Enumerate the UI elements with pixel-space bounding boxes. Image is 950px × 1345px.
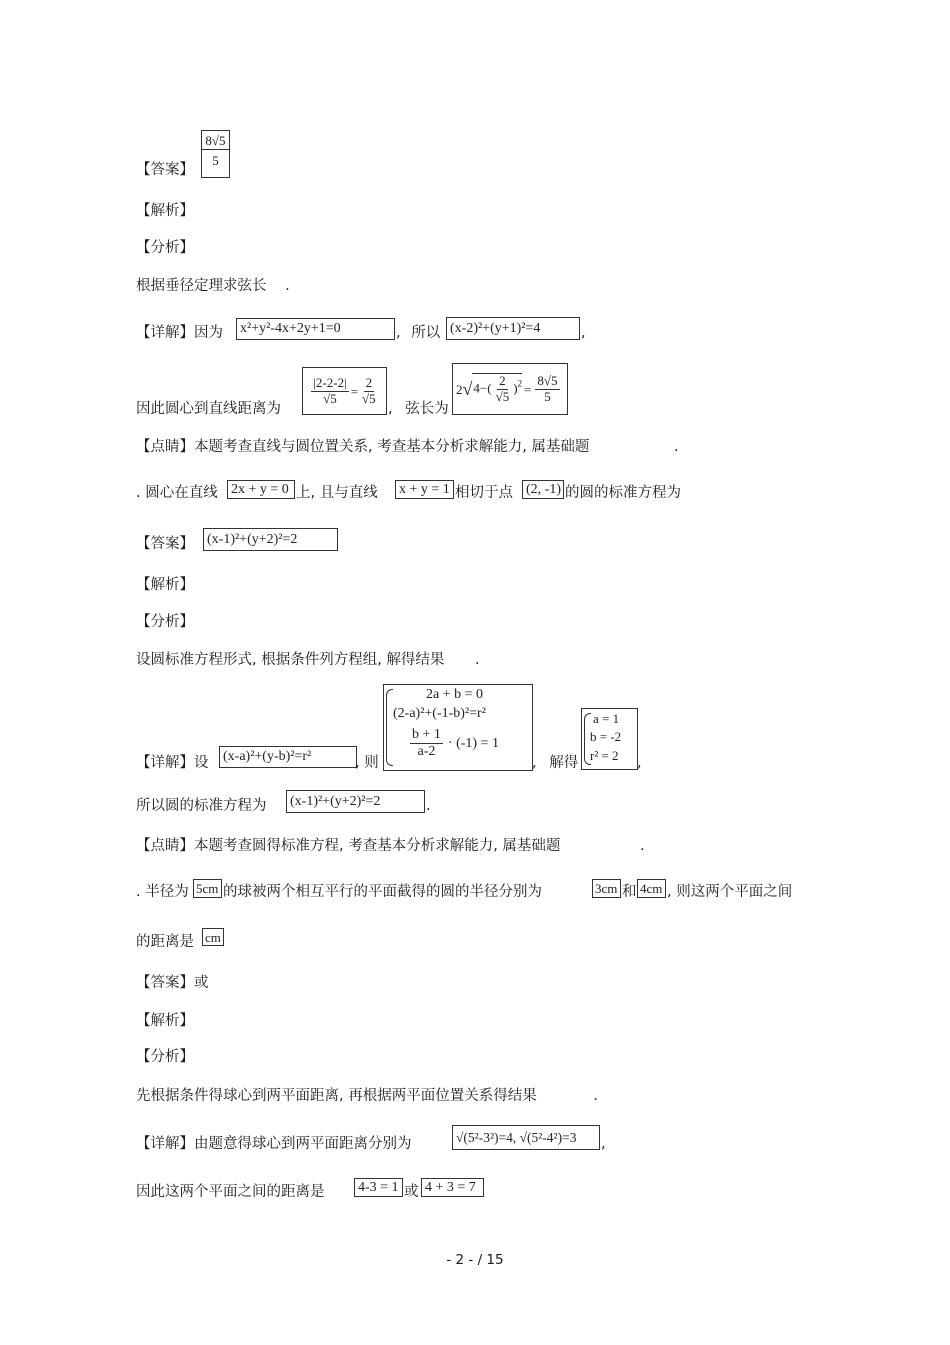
q2-sol-r: r² = 2: [590, 748, 619, 763]
q1-answer-numerator: 8√5: [202, 131, 229, 150]
q2-detail-line: [136, 753, 209, 773]
q2-sys-row2: (2-a)²+(-1-b)²=r²: [393, 706, 486, 721]
q2-set-eq: (x-a)²+(y-b)²=r²: [219, 746, 357, 768]
q2-result-line: [136, 796, 267, 816]
q1-distance-fraction: $\frac{|2-2-2|}{√5}$: [313, 374, 347, 406]
q2-prefix: . 圆心在直线: [136, 485, 218, 501]
q2-mid2: 相切于点: [455, 485, 513, 501]
q1-dianjing-dot: .: [674, 439, 679, 455]
q1-distance-formula: $\frac{|2-2-2|}{√5}$ = $\frac{2}{√5}$: [302, 367, 387, 415]
page-number: - 2 - / 15: [446, 1252, 504, 1268]
q2-jiexi: 【解析】: [136, 577, 194, 593]
q3-detail-line: [136, 1134, 412, 1154]
q2-solution-system: [581, 708, 638, 770]
q3-analysis-text: 先根据条件得球心到两平面距离, 再根据两平面位置关系得结果: [136, 1088, 537, 1104]
q3-radius-2: 4cm: [637, 879, 666, 898]
q3-analysis: [136, 1086, 598, 1106]
q1-answer-denominator: 5: [212, 153, 219, 168]
q2-dianjing: 【点睛】本题考查圆得标准方程, 考查基本分析求解能力, 属基础题: [136, 838, 561, 854]
q3-prefix: . 半径为: [136, 884, 189, 900]
q1-distance-result: $\frac{2}{√5}$: [362, 374, 376, 406]
q2-result-text: 所以圆的标准方程为: [136, 798, 267, 814]
q2-point: (2, -1): [522, 480, 564, 499]
q1-answer-fraction: [201, 130, 230, 178]
q1-comma2: ,: [581, 325, 586, 341]
q1-chord-formula: 2 √ 4−( $\frac{2}{√5}$ )$^2$ = $\frac{8√5}{5}$: [452, 363, 568, 415]
q1-dianjing-line: [136, 437, 589, 457]
q2-comma-end: ,: [637, 755, 642, 771]
q3-question-line: [136, 882, 189, 902]
q2-sol-a: a = 1: [593, 711, 620, 726]
q1-eq-circle-general: x²+y²-4x+2y+1=0: [236, 318, 395, 340]
q3-radius-1: 3cm: [592, 879, 621, 898]
q2-answer-label: 【答案】: [136, 536, 194, 552]
q1-answer-label: 【答案】: [136, 162, 194, 178]
q1-eq-circle-standard: (x-2)²+(y+1)²=4: [446, 317, 580, 340]
q2-result-eq: (x-1)²+(y+2)²=2: [286, 790, 425, 813]
q3-analysis-end: .: [593, 1088, 598, 1104]
q2-analysis-end: .: [475, 652, 480, 668]
q2-result-end: .: [426, 798, 431, 814]
q1-fenxi: 【分析】: [136, 240, 194, 256]
q2-analysis-text: 设圆标准方程形式, 根据条件列方程组, 解得结果: [136, 652, 445, 668]
q1-distance-label: 因此圆心到直线距离为: [136, 401, 281, 417]
q2-jiede-line: , 解得: [532, 755, 579, 771]
q2-answer-line: [136, 534, 194, 554]
q1-analysis: [136, 276, 290, 296]
q2-fenxi: 【分析】: [136, 614, 194, 630]
q2-dianjing-line: [136, 836, 560, 856]
q3-detail-label: 【详解】由题意得球心到两平面距离分别为: [136, 1136, 412, 1152]
q2-detail-label: 【详解】设: [136, 755, 209, 771]
q2-line1-eq: 2x + y = 0: [227, 480, 295, 499]
q3-comma: ,: [601, 1136, 606, 1152]
q3-answer: 【答案】或: [136, 975, 209, 991]
q3-final-line: [136, 1182, 325, 1202]
q3-line2: [136, 932, 194, 952]
q2-sol-b: b = -2: [590, 729, 622, 744]
q1-suoyi-text: , 所以: [396, 325, 441, 341]
q2-mid1: 上, 且与直线: [296, 485, 378, 501]
q3-suffix: , 则这两个平面之间: [667, 884, 793, 900]
q1-analysis-end: .: [285, 278, 290, 294]
q1-dianjing: 【点睛】本题考查直线与圆位置关系, 考查基本分析求解能力, 属基础题: [136, 439, 590, 455]
q3-fenxi: 【分析】: [136, 1049, 194, 1065]
q1-analysis-text: 根据垂径定理求弦长: [136, 278, 267, 294]
q2-dianjing-dot: .: [640, 838, 645, 854]
q1-detail-label: 【详解】因为: [136, 325, 223, 341]
q1-answer-line: [136, 160, 194, 180]
q2-line2-eq: x + y = 1: [395, 480, 454, 499]
q3-line2-text: 的距离是: [136, 934, 194, 950]
q1-jiexi: 【解析】: [136, 203, 194, 219]
q1-distance-line: [136, 399, 281, 419]
q1-chord-result: $\frac{8√5}{5}$: [537, 372, 558, 404]
q2-ze: , 则: [355, 755, 379, 771]
q3-mid1: 的球被两个相互平行的平面截得的圆的半径分别为: [223, 884, 542, 900]
q1-detail-line: [136, 323, 223, 343]
q3-radius-big: 5cm: [193, 879, 222, 898]
q1-chord-label-line: , 弦长为: [388, 401, 449, 417]
q3-jiexi: 【解析】: [136, 1013, 194, 1029]
q3-final1: 4-3 = 1: [354, 1178, 403, 1197]
q2-suffix: 的圆的标准方程为: [565, 485, 681, 501]
q3-huo: 或: [404, 1184, 419, 1200]
q2-answer-eq: (x-1)²+(y+2)²=2: [203, 528, 338, 551]
q2-sys-row1: 2a + b = 0: [426, 687, 484, 702]
q2-sys-row3: $\frac{b + 1}{a-2}$ · (-1) = 1: [412, 727, 499, 760]
q2-system-brace: [386, 689, 393, 766]
q3-distance-eq: √(5²-3²)=4, √(5²-4²)=3: [452, 1125, 600, 1150]
q2-analysis: [136, 650, 480, 670]
q2-equation-system: [383, 684, 533, 771]
q3-final-text: 因此这两个平面之间的距离是: [136, 1184, 325, 1200]
q3-unit: cm: [202, 928, 224, 946]
q3-he: 和: [622, 884, 637, 900]
q3-final2: 4 + 3 = 7: [421, 1178, 484, 1197]
q2-question-line: [136, 483, 218, 503]
